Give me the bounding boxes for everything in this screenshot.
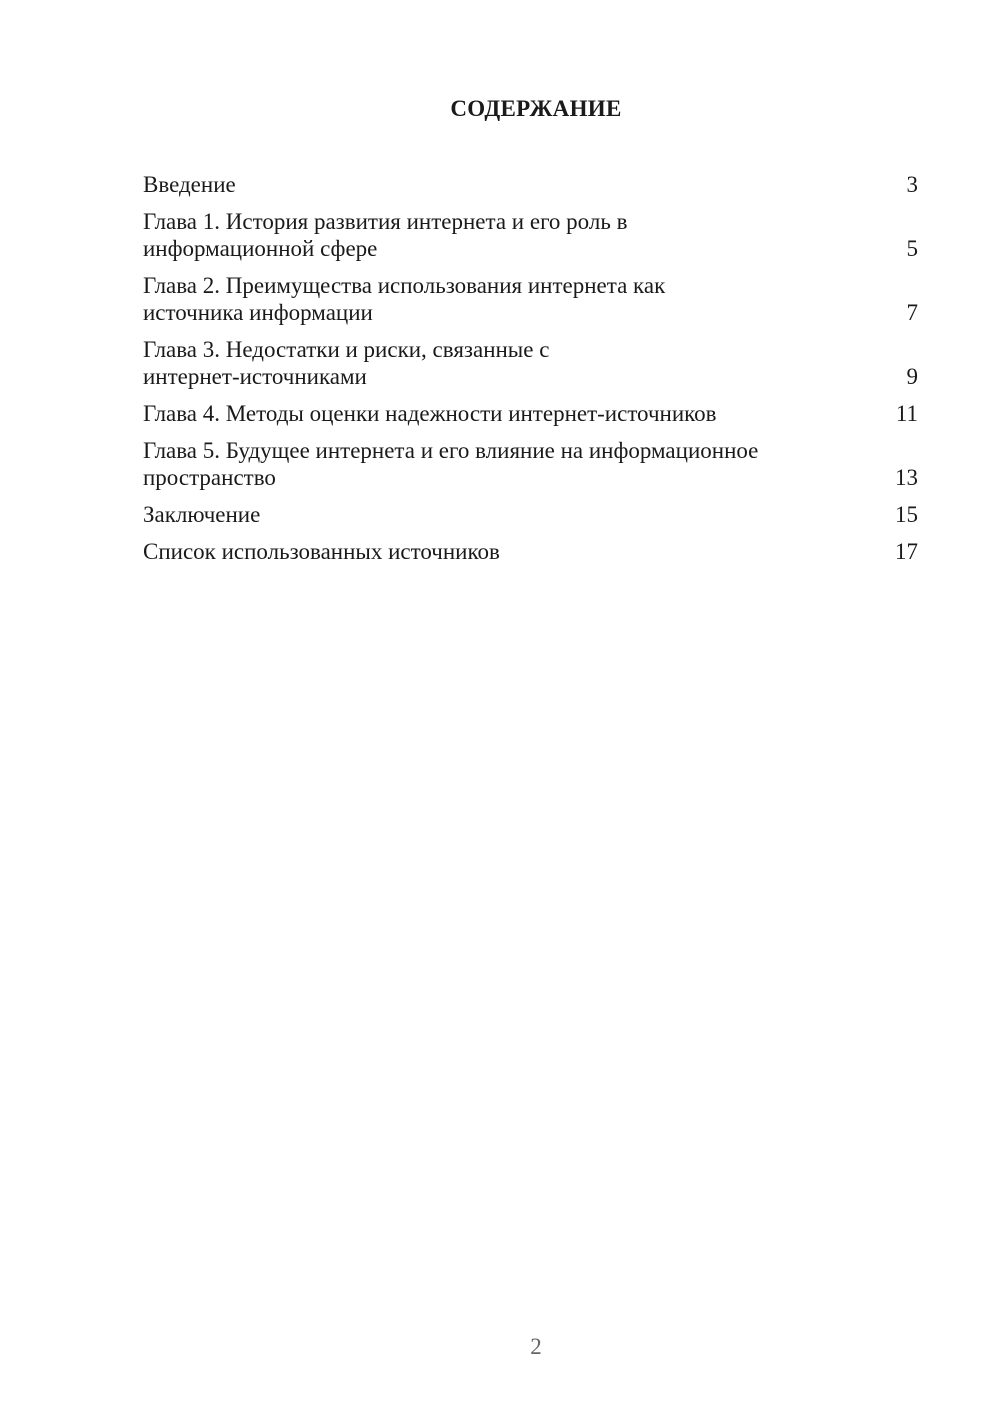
toc-entry-page: 15 (895, 502, 918, 527)
toc-entry[interactable] (143, 336, 918, 390)
toc-entry-page: 13 (895, 465, 918, 490)
toc-entry-page: 7 (906, 300, 918, 325)
page-title: СОДЕРЖАНИЕ (450, 96, 622, 121)
toc-entry-title: Введение (143, 172, 236, 197)
toc-entry[interactable] (143, 538, 918, 565)
toc-entry[interactable] (143, 400, 918, 427)
toc-entry-title: Глава 5. Будущее интернета и его влияние на информационное пространство (143, 438, 759, 490)
toc-entry-title: Заключение (143, 502, 261, 527)
toc-entry-title: Глава 1. История развития интернета и его роль в информационной сфере (143, 209, 628, 261)
toc-entry-page: 9 (906, 364, 918, 389)
toc-entry-title: Глава 4. Методы оценки надежности интернет-источников (143, 401, 717, 426)
toc-entry-page: 11 (895, 401, 918, 426)
table-of-contents (143, 171, 918, 575)
toc-entry[interactable] (143, 171, 918, 198)
toc-entry-page: 17 (895, 539, 918, 564)
toc-entry[interactable] (143, 501, 918, 528)
toc-entry-page: 3 (906, 172, 918, 197)
toc-entry[interactable] (143, 208, 918, 262)
toc-entry-title: Список использованных источников (143, 539, 500, 564)
toc-entry-page: 5 (906, 236, 918, 261)
toc-entry[interactable] (143, 272, 918, 326)
toc-entry-title: Глава 3. Недостатки и риски, связанные с интернет-источниками (143, 337, 550, 389)
toc-entry-title: Глава 2. Преимущества использования интернета как источника информации (143, 273, 666, 325)
page-number: 2 (530, 1334, 542, 1359)
toc-entry[interactable] (143, 437, 918, 491)
